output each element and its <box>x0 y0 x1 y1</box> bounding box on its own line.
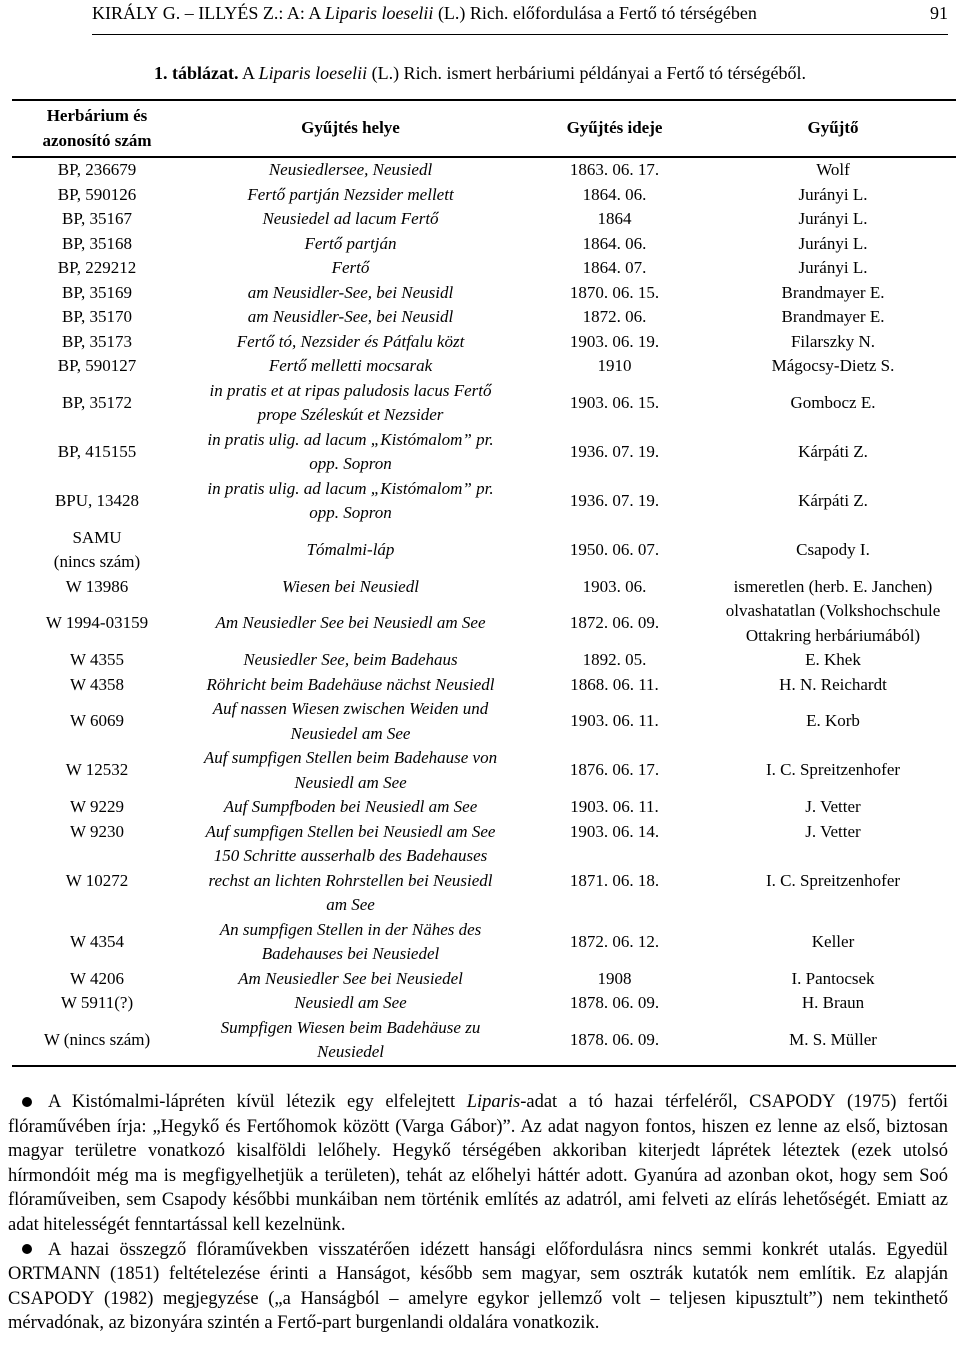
cell-herbarium-id: BP, 35169 <box>62 282 132 302</box>
cell-place: am Neusidler-See, bei Neusidl <box>247 282 454 302</box>
table-row <box>12 697 956 746</box>
cell-date: 1950. 06. 07. <box>569 539 660 559</box>
cell-date: 1908 <box>597 968 632 988</box>
cell-collector: Jurányi L. <box>798 209 868 228</box>
cell-date: 1864. 06. <box>582 184 647 204</box>
cell-herbarium-id: W 4355 <box>70 650 124 669</box>
table-row <box>12 183 956 208</box>
cell-herbarium-id: BP, 35172 <box>62 392 132 412</box>
cell-place: in pratis ulig. ad lacum „Kistómalom” pr. opp. Sopron <box>207 429 494 473</box>
cell-place: Röhricht beim Badehäuse nächst Neusiedl <box>206 674 495 694</box>
table-row <box>12 575 956 600</box>
table-row <box>12 795 956 820</box>
cell-collector: Filarszky N. <box>790 331 876 351</box>
table-row <box>12 820 956 845</box>
cell-herbarium-id: W 9229 <box>70 797 124 816</box>
header-herbarium: Herbárium és azonosító szám <box>42 106 152 150</box>
header-collector: Gyűjtő <box>807 118 859 138</box>
cell-herbarium-id: W 12532 <box>65 760 129 780</box>
cell-date: 1936. 07. 19. <box>569 441 660 461</box>
table-row <box>12 673 956 698</box>
page-number: 91 <box>930 3 948 23</box>
herbarium-table <box>12 99 956 1067</box>
cell-place: Wiesen bei Neusiedl <box>282 576 419 596</box>
cell-collector: E. Khek <box>805 650 861 669</box>
cell-place: Tómalmi-láp <box>306 539 395 559</box>
table-row <box>12 599 956 648</box>
table-row <box>12 330 956 355</box>
cell-herbarium-id: W 4358 <box>70 674 124 694</box>
cell-collector: Keller <box>811 931 855 951</box>
cell-collector: Jurányi L. <box>798 233 868 253</box>
cell-place: in pratis ulig. ad lacum „Kistómalom” pr. opp. Sopron <box>207 478 494 522</box>
cell-date: 1903. 06. 14. <box>569 821 660 841</box>
table-row <box>12 157 956 183</box>
cell-place: Am Neusiedler See bei Neusiedl am See <box>215 613 486 633</box>
cell-herbarium-id: W 10272 <box>65 870 129 890</box>
cell-place: Neusiedlersee, Neusiedl <box>268 160 433 179</box>
cell-date: 1870. 06. 15. <box>569 282 660 302</box>
table-header-row <box>12 100 956 157</box>
table-row <box>12 428 956 477</box>
cell-collector: H. Braun <box>801 993 865 1012</box>
cell-date: 1936. 07. 19. <box>569 490 660 510</box>
cell-date: 1864. 06. <box>582 233 647 253</box>
cell-place: Auf sumpfigen Stellen beim Badehause von Neusiedl am See <box>203 748 498 792</box>
cell-herbarium-id: BP, 35167 <box>62 209 132 228</box>
cell-date: 1868. 06. 11. <box>570 674 659 694</box>
cell-place: Auf nassen Wiesen zwischen Weiden und Neusiedel am See <box>212 699 489 743</box>
cell-herbarium-id: W (nincs szám) <box>43 1029 151 1049</box>
cell-herbarium-id: W 4206 <box>70 968 124 988</box>
cell-date: 1910 <box>597 356 632 375</box>
cell-date: 1903. 06. 11. <box>570 711 659 731</box>
table-row <box>12 991 956 1016</box>
cell-herbarium-id: BPU, 13428 <box>54 490 140 510</box>
cell-place: Sumpfigen Wiesen beim Badehäuse zu Neusiedel <box>220 1017 481 1061</box>
cell-herbarium-id: BP, 35170 <box>62 307 132 326</box>
cell-collector: Csapody I. <box>796 539 870 559</box>
cell-collector: Brandmayer E. <box>781 282 885 302</box>
cell-date: 1903. 06. 15. <box>569 392 660 412</box>
cell-place: Neusiedler See, beim Badehaus <box>243 650 458 669</box>
cell-place: Fertő tó, Nezsider és Pátfalu közt <box>236 331 465 351</box>
cell-herbarium-id: W 9230 <box>70 821 124 841</box>
cell-herbarium-id: SAMU (nincs szám) <box>53 527 141 571</box>
cell-place: Neusiedl am See <box>294 993 407 1012</box>
cell-collector: I. C. Spreitzenhofer <box>765 760 901 780</box>
table-row <box>12 746 956 795</box>
cell-herbarium-id: BP, 415155 <box>57 441 137 461</box>
table-row <box>12 232 956 257</box>
bullet-icon <box>22 1244 32 1254</box>
table-row <box>12 1016 956 1066</box>
cell-place: Neusiedel ad lacum Fertő <box>262 209 439 228</box>
cell-date: 1903. 06. 19. <box>569 331 660 351</box>
cell-place: Auf sumpfigen Stellen bei Neusiedl am See <box>205 821 496 841</box>
cell-place: Am Neusiedler See bei Neusiedel <box>238 968 463 988</box>
table-row <box>12 526 956 575</box>
cell-collector: Mágocsy-Dietz S. <box>771 356 895 375</box>
cell-date: 1878. 06. 09. <box>569 1029 660 1049</box>
cell-date: 1872. 06. <box>582 307 647 326</box>
cell-collector: I. C. Spreitzenhofer <box>765 870 901 890</box>
cell-herbarium-id: BP, 35173 <box>62 331 132 351</box>
cell-date: 1903. 06. <box>582 576 647 596</box>
table-row <box>12 207 956 232</box>
cell-collector: Brandmayer E. <box>781 307 885 326</box>
table-caption: 1. táblázat. A Liparis loeselii (L.) Rich. ismert herbáriumi példányai a Fertő tó térségéből. <box>154 63 806 83</box>
table-row <box>12 354 956 379</box>
cell-collector: Kárpáti Z. <box>798 441 868 461</box>
cell-place: 150 Schritte ausserhalb des Badehauses rechst an lichten Rohrstellen bei Neusiedl am See <box>208 846 493 914</box>
cell-date: 1876. 06. 17. <box>569 760 660 780</box>
running-head-title: KIRÁLY G. – ILLYÉS Z.: A: A Liparis loeselii (L.) Rich. előfordulása a Fertő tó térségében <box>92 3 757 23</box>
cell-herbarium-id: W 1994-03159 <box>45 613 149 633</box>
cell-date: 1878. 06. 09. <box>569 993 660 1012</box>
cell-date: 1871. 06. 18. <box>569 870 660 890</box>
cell-collector: Gombocz E. <box>790 392 876 412</box>
cell-collector: I. Pantocsek <box>791 968 875 988</box>
cell-collector: J. Vetter <box>805 797 861 816</box>
cell-herbarium-id: BP, 229212 <box>57 258 137 277</box>
table-row <box>12 256 956 281</box>
cell-collector: E. Korb <box>806 711 860 731</box>
cell-date: 1863. 06. 17. <box>569 160 660 179</box>
paragraph-2: A hazai összegző flóraművekben visszatérően idézett hansági előfordulásra nincs semmi konkrét utalás. Egyedül ORTMANN (1851) feltételezése érinti a Hanságot, később sem magyar, sem osztrák kutatók nem említik. Ez alapján CSAPODY (1982) megjegyzése („a Hanságból – amelyre egykor jellemző volt – teljesen kipusztult”) nem tekinthető mérvadónak, az bizonyára szintén a Fertő-part burgenlandi oldalára vonatkozik. <box>8 1239 948 1334</box>
cell-place: Fertő melletti mocsarak <box>268 356 433 375</box>
table-body <box>12 157 956 1066</box>
cell-place: Fertő partján <box>304 233 397 253</box>
body-text <box>8 1090 948 1336</box>
cell-date: 1903. 06. 11. <box>570 797 659 816</box>
cell-date: 1864 <box>597 209 632 228</box>
table-row <box>12 379 956 428</box>
cell-collector: H. N. Reichardt <box>779 674 887 694</box>
table-row <box>12 844 956 918</box>
cell-place: am Neusidler-See, bei Neusidl <box>247 307 454 326</box>
cell-collector: M. S. Müller <box>789 1029 877 1049</box>
cell-collector: Kárpáti Z. <box>798 490 868 510</box>
cell-herbarium-id: W 4354 <box>70 931 124 951</box>
cell-collector: J. Vetter <box>805 821 861 841</box>
table-row <box>12 918 956 967</box>
cell-collector: ismeretlen (herb. E. Janchen) <box>733 576 933 596</box>
cell-collector: Jurányi L. <box>798 184 868 204</box>
header-place: Gyűjtés helye <box>301 118 400 138</box>
cell-place: Fertő <box>331 258 370 277</box>
cell-herbarium-id: BP, 236679 <box>57 160 137 179</box>
bullet-icon <box>22 1097 32 1107</box>
cell-collector: Jurányi L. <box>798 258 868 277</box>
table-row <box>12 305 956 330</box>
cell-place: Fertő partján Nezsider mellett <box>247 184 454 204</box>
cell-collector: Wolf <box>816 160 850 179</box>
cell-herbarium-id: W 13986 <box>65 576 129 596</box>
cell-place: in pratis et at ripas paludosis lacus Fertő prope Széleskút et Nezsider <box>209 380 492 424</box>
cell-herbarium-id: W 5911(?) <box>60 993 134 1012</box>
cell-place: Auf Sumpfboden bei Neusiedl am See <box>223 797 478 816</box>
running-head <box>92 0 948 35</box>
cell-date: 1864. 07. <box>582 258 647 277</box>
cell-herbarium-id: BP, 590126 <box>57 184 137 204</box>
cell-herbarium-id: BP, 35168 <box>62 233 132 253</box>
table-row <box>12 648 956 673</box>
table-row <box>12 281 956 306</box>
header-date: Gyűjtés ideje <box>566 118 663 138</box>
cell-date: 1872. 06. 12. <box>569 931 660 951</box>
paragraph-1: A Kistómalmi-lápréten kívül létezik egy elfelejtett Liparis-adat a tó hazai térfeléről, CSAPODY (1975) fertői flóraművében írja: „Hegykő és Fertőhomok között (Varga Gábor)”. Az adat nagyon fontos, hiszen ez lenne az első, biztosan magyar területre vonatkozó kisalföldi lelőhely. Hegykő térségében akkoriban kiterjedt láprétek léteztek (ezek utolsó hírmondóit még ma is megfigyelhetjük a területen), tehát az előhelyi háttér adott. Gyanúra ad azonban okot, hogy sem Soó flóraműveiben, sem Csapody későbbi munkáiban nem történik említés az adatról, ami felveti az elírás lehetőségét. Emiatt az adat hitelességét fenntartással kell kezelnünk. <box>8 1092 948 1235</box>
cell-date: 1892. 05. <box>582 650 647 669</box>
cell-date: 1872. 06. 09. <box>569 613 660 633</box>
cell-herbarium-id: W 6069 <box>70 711 124 731</box>
cell-herbarium-id: BP, 590127 <box>57 356 137 375</box>
cell-collector: olvashatatlan (Volkshochschule Ottakring herbáriumából) <box>725 601 941 645</box>
table-row <box>12 477 956 526</box>
table-row <box>12 967 956 992</box>
cell-place: An sumpfigen Stellen in der Nähes des Badehauses bei Neusiedel <box>219 919 482 963</box>
